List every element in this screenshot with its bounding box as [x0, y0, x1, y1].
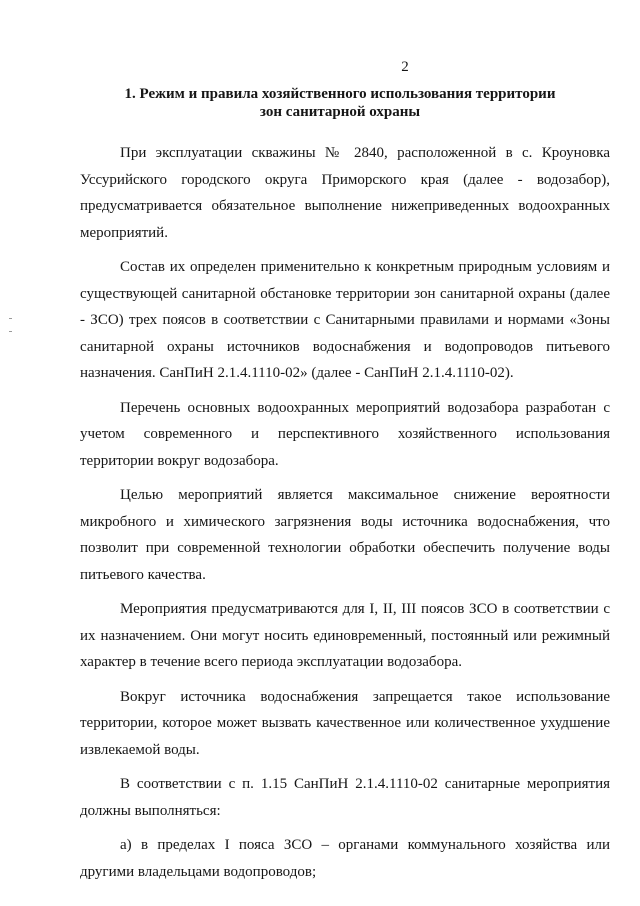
- paragraph-7: В соответствии с п. 1.15 СанПиН 2.1.4.1110-02 санитарные мероприятия должны выполняться:: [80, 776, 610, 819]
- paragraph-5: Мероприятия предусматриваются для I, II, III поясов ЗСО в соответствии с их назначением. Они могут носить единовременный, постоянный или режимный характер в течение всего периода эксплуатации водозабора.: [80, 601, 610, 670]
- scan-artifact-mark: [9, 318, 12, 319]
- paragraph-3: Перечень основных водоохранных мероприятий водозабора разработан с учетом современного и перспективного хозяйственного использования территории вокруг водозабора.: [80, 399, 610, 469]
- paragraph-2: Состав их определен применительно к конкретным природным условиям и существующей санитарной обстановке территории зон санитарной охраны (далее - ЗСО) трех поясов в соответствии с Санитарными правилами и нормами «Зоны санитарной охраны источников водоснабжения и водопроводов питьевого назначения. СанПиН 2.1.4.1110-02» (далее - СанПиН 2.1.4.1110-02).: [80, 259, 610, 381]
- paragraph-6: Вокруг источника водоснабжения запрещается такое использование территории, которое может вызвать качественное или количественное ухудшение извлекаемой воды.: [80, 688, 610, 758]
- section-heading: [80, 85, 600, 121]
- paragraph-8: а) в пределах I пояса ЗСО – органами коммунального хозяйства или другими владельцами водопроводов;: [80, 837, 610, 880]
- page-number: 2: [401, 59, 409, 75]
- paragraph-1: При эксплуатации скважины № 2840, расположенной в с. Кроуновка Уссурийского городского округа Приморского края (далее - водозабор), предусматривается обязательное выполнение нижеприведенных водоохранных мероприятий.: [80, 145, 610, 241]
- section-heading-line-1: 1. Режим и правила хозяйственного использования территории: [124, 86, 556, 102]
- body-text: [80, 140, 610, 885]
- section-heading-line-2: зон санитарной охраны: [259, 104, 421, 120]
- scan-artifact-mark: [9, 331, 12, 332]
- paragraph-4: Целью мероприятий является максимальное снижение вероятности микробного и химического загрязнения воды источника водоснабжения, что позволит при современной технологии обработки обеспечить получение воды питьевого качества.: [80, 487, 610, 583]
